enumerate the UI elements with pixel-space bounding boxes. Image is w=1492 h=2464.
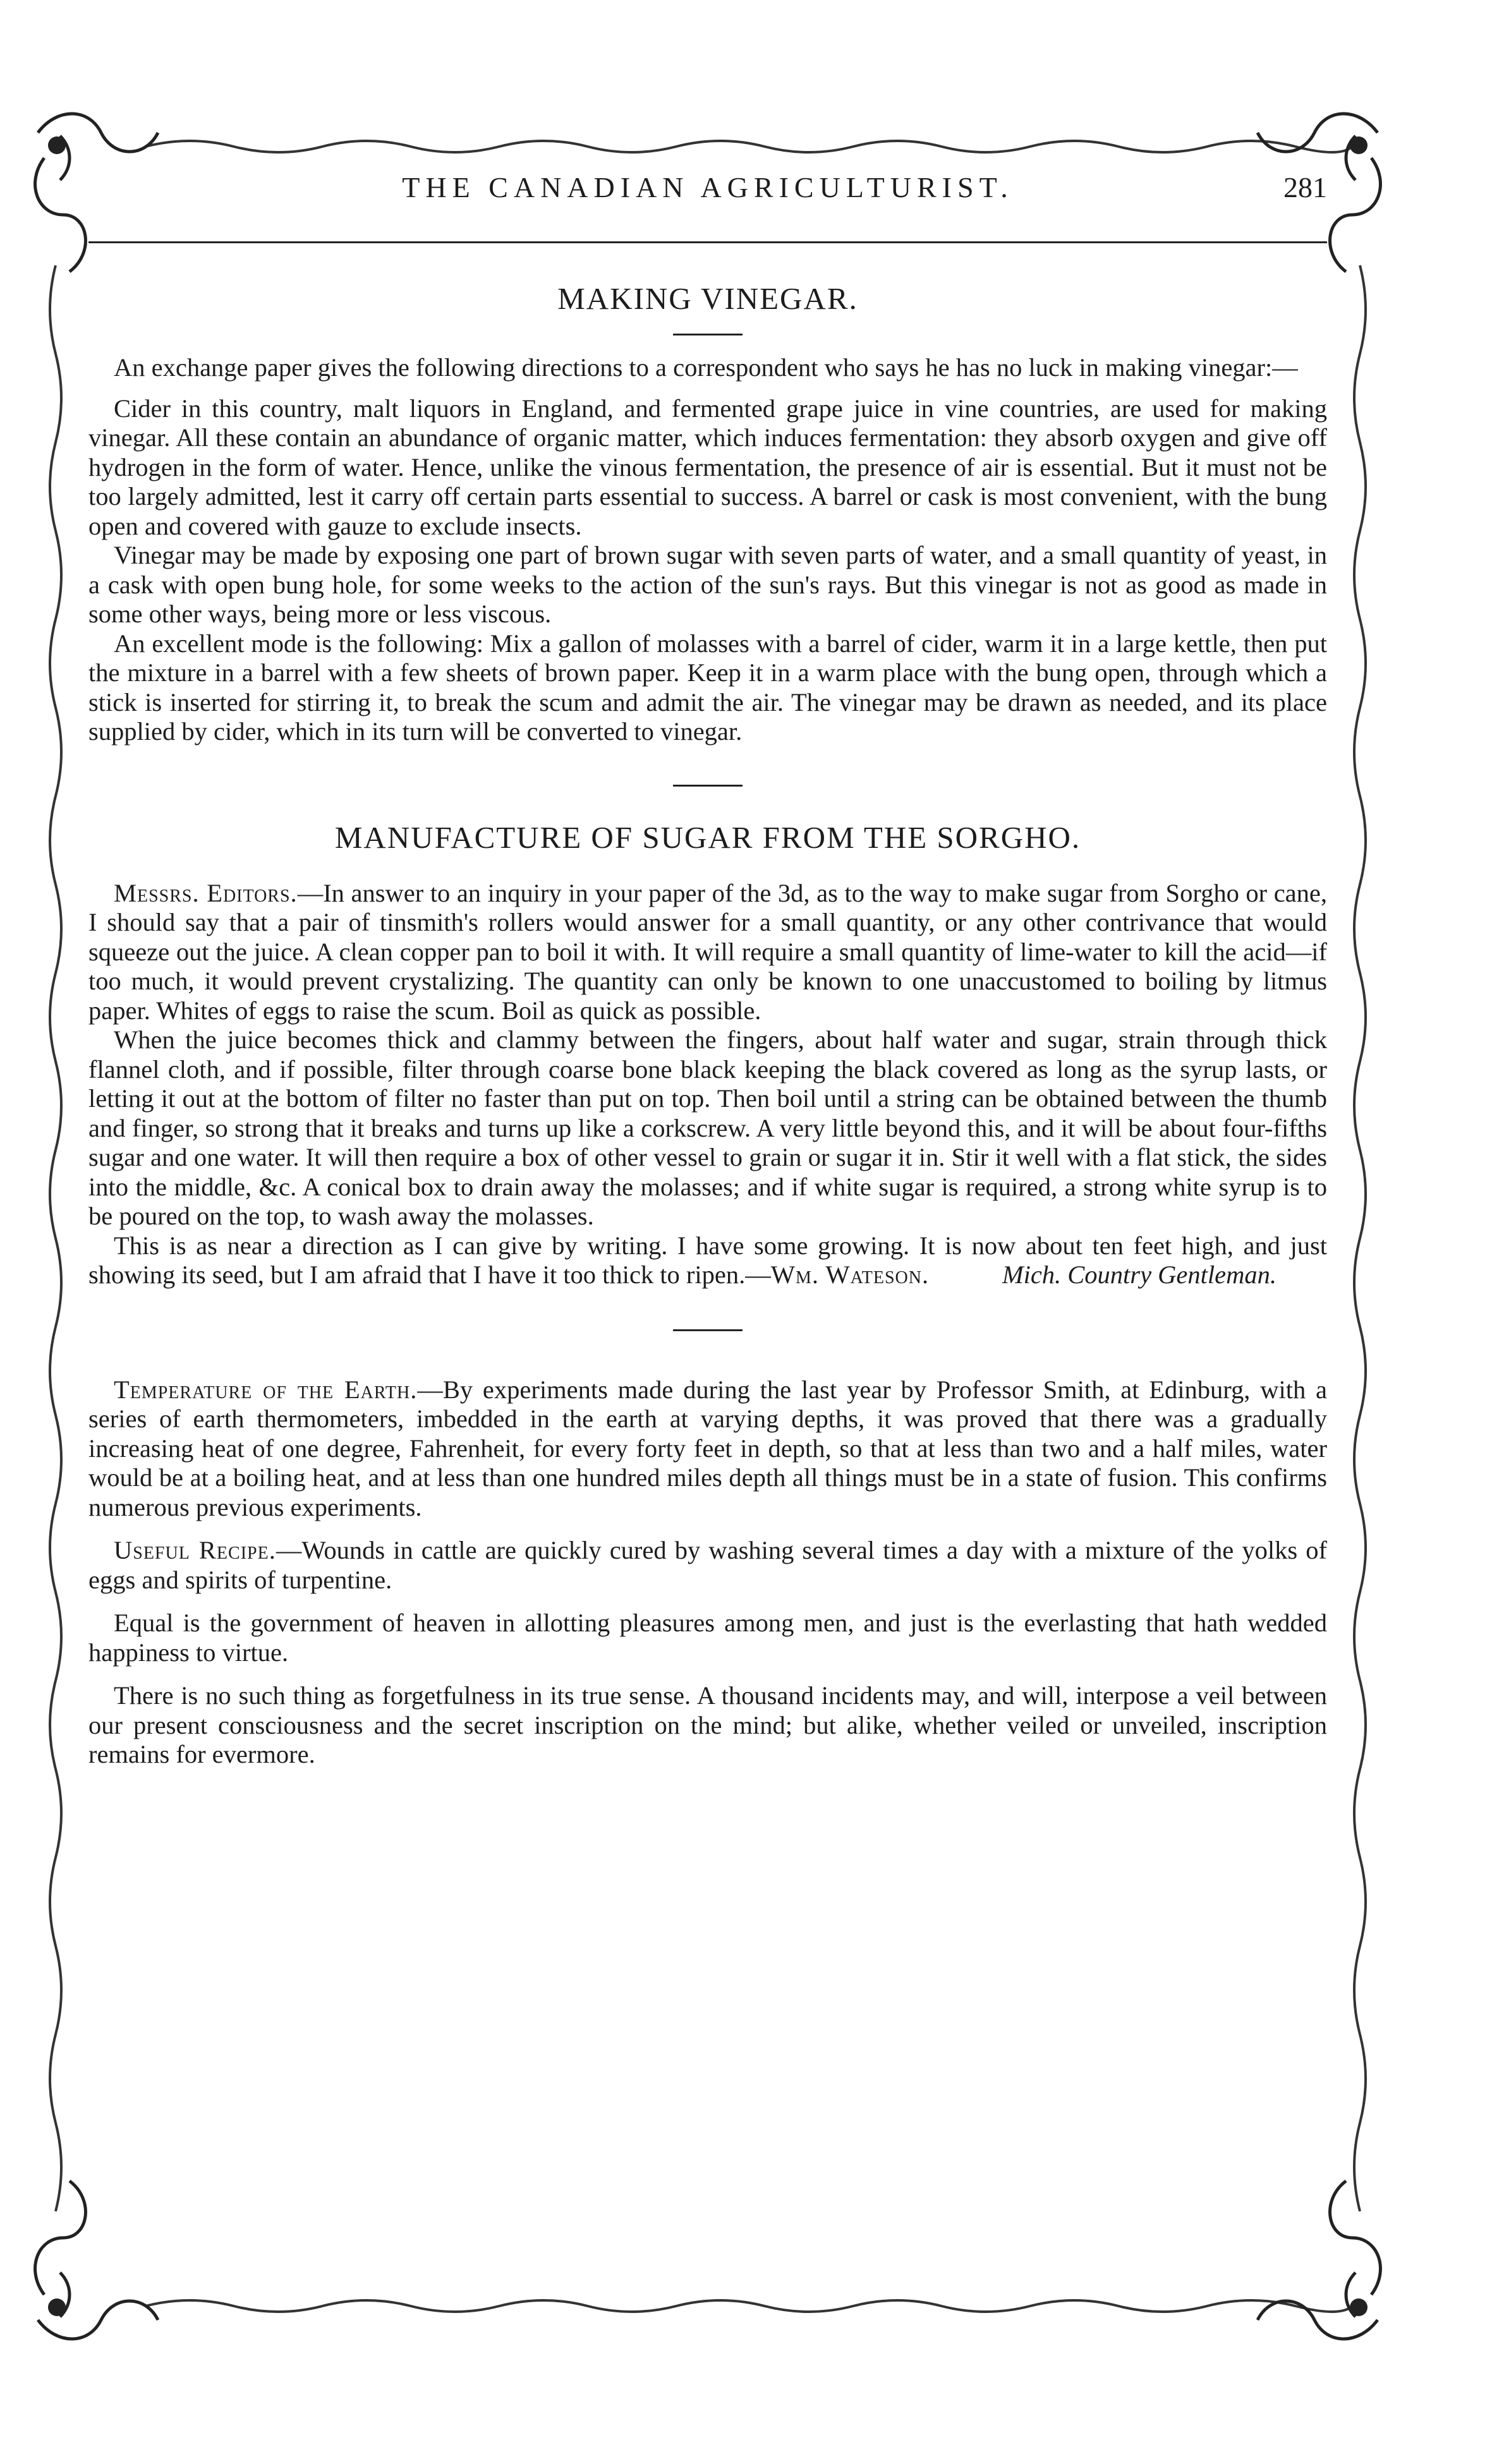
- note-recipe: [88, 1536, 1327, 1595]
- article-title: MANUFACTURE OF SUGAR FROM THE SORGHO.: [334, 819, 1081, 855]
- header-rule: [88, 241, 1327, 243]
- paragraph-text: This is as near a direction as I can give by writing. I have some growing. It is now about ten feet high, and just showing its seed, but I am afraid that I have it too thick to ripen.—: [88, 1231, 1327, 1289]
- article-sorgho-sugar: [88, 818, 1327, 1290]
- article-title: MAKING VINEGAR.: [557, 281, 858, 316]
- running-title: THE CANADIAN AGRICULTURIST.: [402, 171, 1014, 203]
- note-equal: Equal is the government of heaven in allotting pleasures among men, and just is the everlasting that hath wedded happiness to virtue.: [88, 1609, 1327, 1667]
- page-content: [88, 272, 1327, 1770]
- note-forgetfulness: There is no such thing as forgetfulness in its true sense. A thousand incidents may, and will, interpose a veil between our present consciousness and the secret inscription on the mind; but alike, whether veiled or unveiled, inscription remains for evermore.: [88, 1681, 1327, 1768]
- title-rule: [673, 334, 743, 335]
- salutation: Messrs. Editors.: [114, 878, 298, 907]
- page-header: [88, 171, 1327, 215]
- article-making-vinegar: [88, 279, 1327, 747]
- paragraph: An excellent mode is the following: Mix a gallon of molasses with a barrel of cider, warm it in a large kettle, then put the mixture in a barrel with a few sheets of brown paper. Keep it in a warm place with the bung open, through which a stick is inserted for stirring it, to break the scum and admit the air. The vinegar may be drawn as needed, and its place supplied by cider, which in its turn will be converted to vinegar.: [88, 629, 1327, 746]
- note-text: —Wounds in cattle are quickly cured by washing several times a day with a mixture of the yolks of eggs and spirits of turpentine.: [88, 1536, 1327, 1594]
- page-number: 281: [1283, 171, 1327, 203]
- section-divider: [673, 1329, 743, 1331]
- paragraph-text: —In answer to an inquiry in your paper of the 3d, as to the way to make sugar from Sorgho or cane, I should say that a pair of tinsmith's rollers would answer for a small quantity, or any other contrivance that would squeeze out the juice. A clean copper pan to boil it with. It will require a small quantity of lime-water to kill the acid—if too much, it would prevent crystalizing. The quantity can only be known to one unaccustomed to boiling by litmus paper. Whites of eggs to raise the scum. Boil as quick as possible.: [88, 878, 1327, 1025]
- paragraph: Vinegar may be made by exposing one part of brown sugar with seven parts of water, and a small quantity of yeast, in a cask with open bung hole, for some weeks to the action of the sun's rays. But this vinegar is not as good as made in some other ways, being more or less viscous.: [88, 541, 1327, 628]
- paragraph: An exchange paper gives the following directions to a correspondent who says he has no luck in making vinegar:—: [114, 353, 1298, 382]
- note-heading: Temperature of the Earth.: [114, 1375, 418, 1404]
- short-notes: [88, 1375, 1327, 1770]
- section-divider: [673, 785, 743, 787]
- note-temperature: [88, 1375, 1327, 1523]
- signature: Wm. Wateson.: [770, 1260, 930, 1289]
- paragraph: When the juice becomes thick and clammy between the fingers, about half water and sugar, strain through thick flannel cloth, and if possible, filter through coarse bone black keeping the black covered as long as the syrup lasts, or letting it out at the bottom of filter no faster than put on top. Then boil until a string can be obtained between the thumb and finger, so strong that it breaks and turns up like a corkscrew. A very little beyond this, and it will be about four-fifths sugar and one water. It will then require a box of other vessel to grain or sugar it in. Stir it well with a flat stick, the sides into the middle, &c. A conical box to drain away the molasses; and if white sugar is required, a strong white syrup is to be poured on the top, to wash away the molasses.: [88, 1025, 1327, 1230]
- note-heading: Useful Recipe.: [114, 1536, 276, 1564]
- paragraph: Cider in this country, malt liquors in England, and fermented grape juice in vine countries, are used for making vinegar. All these contain an abundance of organic matter, which induces fermentation: they absorb oxygen and give off hydrogen in the form of water. Hence, unlike the vinous fermentation, the presence of air is essential. But it must not be too largely admitted, lest it carry off certain parts essential to success. A barrel or cask is most convenient, with the bung open and covered with gauze to exclude insects.: [88, 394, 1327, 540]
- source-credit: Mich. Country Gentleman.: [1002, 1260, 1277, 1289]
- paragraph: [88, 879, 1327, 1026]
- note-text: —By experiments made during the last year by Professor Smith, at Edinburg, with a series of earth thermometers, imbedded in the earth at varying depths, it was proved that there was a gradually increasing heat of one degree, Fahrenheit, for every forty feet in depth, so that at less than two and a half miles, water would be at a boiling heat, and at less than one hundred miles depth all things must be in a state of fusion. This confirms numerous previous experiments.: [88, 1375, 1328, 1521]
